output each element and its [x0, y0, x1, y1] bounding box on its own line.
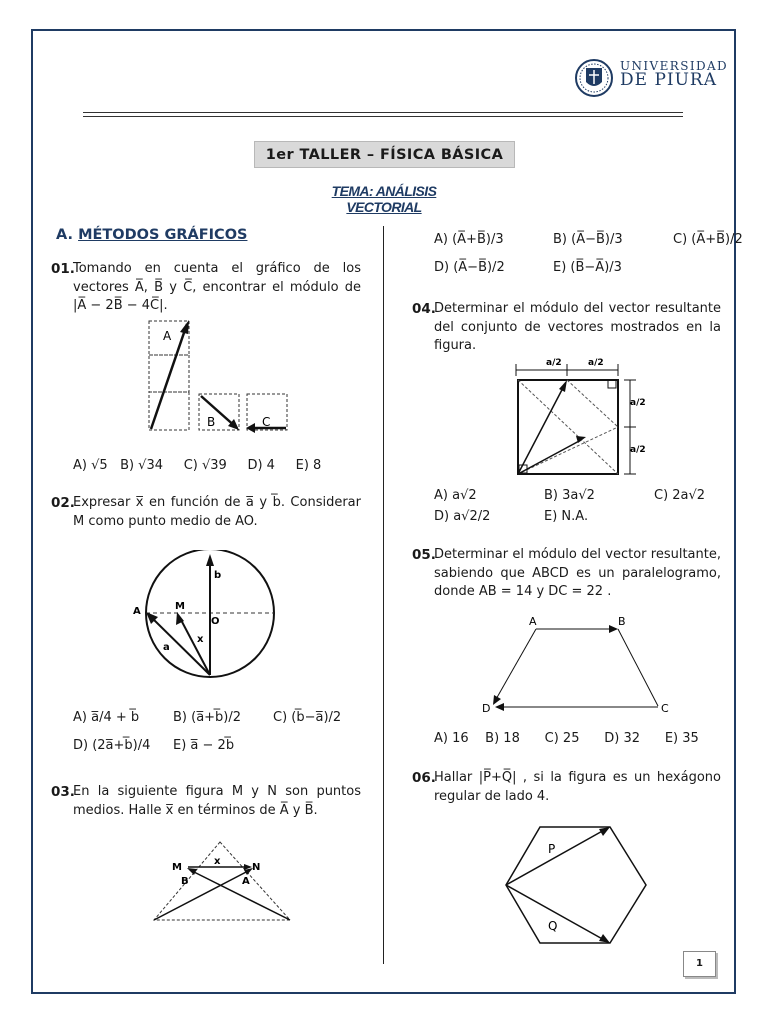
vector-label-x: x [214, 856, 221, 867]
option: C) (A̅+B̅)/2 [673, 232, 743, 247]
section-name: MÉTODOS GRÁFICOS [78, 227, 248, 243]
vector-label-p: P [548, 842, 556, 856]
figure-q5 [478, 612, 678, 718]
option: D) 32 [604, 731, 641, 746]
figure-q6 [500, 823, 650, 948]
university-logo [574, 52, 729, 108]
figure-q4 [508, 352, 658, 477]
section-heading [56, 227, 247, 243]
option: C) 2a√2 [654, 488, 706, 503]
option: E) (B̅−A̅)/3 [553, 260, 622, 275]
crest-icon [574, 52, 614, 104]
point-label-m: M [175, 601, 185, 612]
question-03 [51, 783, 361, 820]
column-divider [383, 226, 384, 964]
point-label-n: N [252, 862, 261, 873]
option: A) 16 [434, 731, 469, 746]
question-01 [51, 260, 361, 316]
question-04 [412, 300, 721, 356]
section-letter: A. [56, 227, 73, 243]
header-rule [83, 116, 683, 117]
option: D) 4 [247, 458, 275, 473]
question-text: Hallar |P̅+Q̅| , si la figura es un hexágono regular de lado 4. [434, 770, 721, 804]
figure-q1 [140, 318, 300, 436]
question-text: Tomando en cuenta el gráfico de los vectores A̅, B̅ y C̅, encontrar el módulo de |A̅ − 2B̅ − 4C̅|. [73, 261, 361, 313]
vertex-label-c: C [661, 702, 669, 715]
question-06 [412, 769, 721, 806]
options-q1 [73, 458, 321, 473]
question-05 [412, 546, 721, 602]
options-q5 [434, 731, 699, 746]
vector-label-a: a [163, 642, 170, 653]
question-number: 03. [51, 784, 75, 800]
question-number: 02. [51, 495, 75, 511]
option: B) √34 [120, 458, 164, 473]
dimension-label: a/2 [630, 398, 646, 408]
vector-label-a: A [242, 876, 250, 887]
header-rule [83, 112, 683, 113]
option: B) (a̅+b̅)/2 [173, 710, 242, 725]
page-title: 1er TALLER – FÍSICA BÁSICA [254, 141, 515, 168]
logo-line1: UNIVERSIDAD [620, 59, 729, 73]
question-number: 06. [412, 770, 436, 786]
option: B) 18 [485, 731, 520, 746]
option: E) 8 [295, 458, 322, 473]
vertex-label-b: B [618, 615, 626, 628]
question-number: 04. [412, 301, 436, 317]
option: B) (A̅−B̅)/3 [553, 232, 623, 247]
question-number: 05. [412, 547, 436, 563]
option: E) a̅ − 2b̅ [173, 738, 235, 753]
option: A) (A̅+B̅)/3 [434, 232, 504, 247]
option: E) N.A. [544, 509, 589, 524]
dimension-label: a/2 [630, 445, 646, 455]
option: E) 35 [664, 731, 699, 746]
page-number: 1 [683, 951, 716, 977]
point-label-a: A [133, 606, 141, 617]
point-label-m: M [172, 862, 182, 873]
vector-label-b: B [207, 415, 216, 429]
point-label-o: O [211, 616, 220, 627]
option: D) (A̅−B̅)/2 [434, 260, 505, 275]
vertex-label-d: D [482, 702, 491, 715]
vector-label-b: B [181, 876, 189, 887]
option: A) √5 [73, 458, 108, 473]
vector-label-c: C [262, 415, 271, 429]
logo-line2: DE PIURA [620, 70, 718, 90]
question-number: 01. [51, 261, 75, 277]
option: D) (2a̅+b̅)/4 [73, 738, 151, 753]
question-text: Expresar x̅ en función de a̅ y b̅. Considerar M como punto medio de AO. [73, 495, 361, 529]
question-text: Determinar el módulo del vector resultante del conjunto de vectores mostrados en la figura. [434, 301, 721, 353]
question-02 [51, 494, 361, 531]
dimension-label: a/2 [588, 358, 604, 368]
vector-label-b: b [214, 570, 222, 581]
option: C) √39 [183, 458, 227, 473]
option: B) 3a√2 [544, 488, 595, 503]
figure-q2 [125, 550, 285, 680]
option: D) a√2/2 [434, 509, 491, 524]
option: A) a̅/4 + b̅ [73, 710, 140, 725]
vector-label-x: x [197, 634, 204, 645]
vector-label-q: Q [548, 919, 558, 933]
figure-q3 [148, 840, 298, 925]
option: A) a√2 [434, 488, 477, 503]
vector-label-a: A [163, 329, 172, 343]
vertex-label-a: A [529, 615, 537, 628]
question-text: Determinar el módulo del vector resultante, sabiendo que ABCD es un paralelogramo, donde AB = 14 y DC = 22 . [434, 547, 721, 599]
question-text: En la siguiente figura M y N son puntos medios. Halle x̅ en términos de A̅ y B̅. [73, 784, 361, 818]
dimension-label: a/2 [546, 358, 562, 368]
topic-heading: TEMA: ANÁLISIS VECTORIAL [331, 183, 437, 215]
option: C) 25 [544, 731, 580, 746]
option: C) (b̅−a̅)/2 [273, 710, 342, 725]
